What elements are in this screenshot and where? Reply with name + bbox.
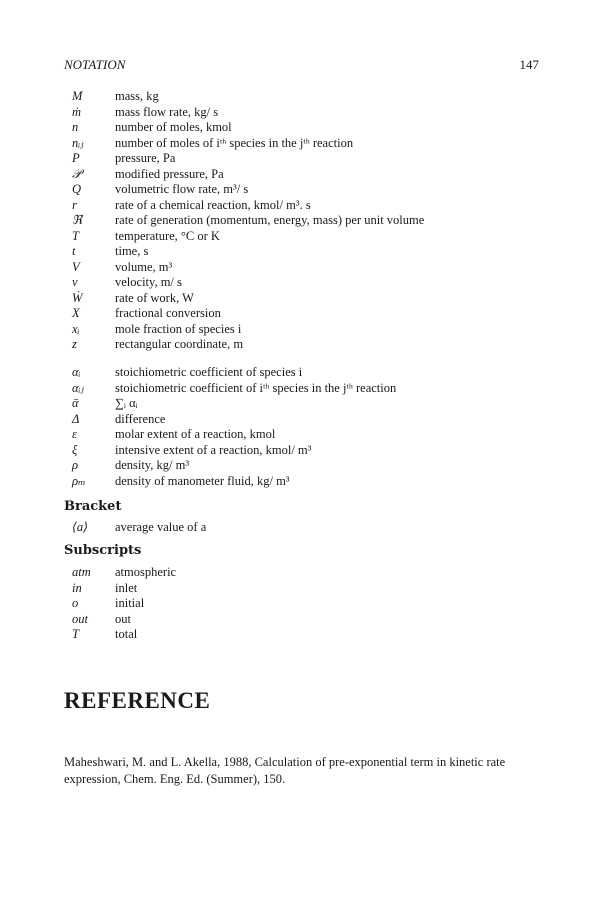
- notation-symbol: ε: [72, 427, 77, 441]
- notation-symbol: n: [72, 120, 79, 134]
- notation-symbol: X: [72, 306, 80, 320]
- notation-symbol: M: [72, 89, 83, 103]
- subscripts-heading: Subscripts: [64, 543, 142, 558]
- notation-symbol: r: [72, 197, 77, 212]
- notation-description: fractional conversion: [115, 306, 221, 320]
- notation-symbol: o: [72, 596, 79, 610]
- notation-description: mole fraction of species i: [115, 321, 242, 336]
- notation-description: stoichiometric coefficient of iᵗʰ species in the jᵗʰ reaction: [115, 380, 397, 395]
- reference-heading: REFERENCE: [64, 688, 211, 713]
- notation-symbol: out: [72, 611, 88, 626]
- notation-description: stoichiometric coefficient of species i: [115, 365, 303, 379]
- notation-symbol: z: [72, 337, 77, 351]
- notation-description: density of manometer fluid, kg/ m³: [115, 473, 290, 488]
- notation-symbol: xᵢ: [72, 321, 80, 336]
- notation-symbol: nᵢⱼ: [72, 135, 84, 150]
- notation-description: out: [115, 611, 131, 626]
- notation-description: time, s: [115, 244, 149, 258]
- notation-description: density, kg/ m³: [115, 458, 190, 472]
- notation-description: difference: [115, 411, 166, 426]
- notation-symbol: in: [72, 580, 82, 595]
- notation-symbol: ℜ: [72, 213, 83, 227]
- notation-description: rate of work, W: [115, 290, 194, 305]
- notation-symbol: αᵢ: [72, 365, 81, 379]
- notation-symbol: V: [72, 259, 80, 274]
- notation-symbol: ξ: [72, 442, 78, 457]
- notation-symbol: αᵢⱼ: [72, 380, 84, 395]
- notation-symbol: Q: [72, 182, 82, 196]
- page-number: 147: [519, 57, 539, 72]
- notation-description: mass flow rate, kg/ s: [115, 104, 219, 119]
- notation-symbol: Ẇ: [72, 290, 83, 305]
- notation-symbol: t: [72, 244, 76, 258]
- notation-symbol: T: [72, 228, 79, 243]
- notation-description: rectangular coordinate, m: [115, 337, 244, 351]
- section-title: NOTATION: [64, 57, 126, 72]
- notation-description: modified pressure, Pa: [115, 166, 224, 181]
- notation-description: mass, kg: [115, 89, 159, 103]
- notation-description: average value of a: [115, 520, 207, 534]
- notation-description: rate of generation (momentum, energy, mass) per unit volume: [115, 213, 425, 227]
- notation-symbol: ρₘ: [72, 473, 86, 488]
- notation-symbol: atm: [72, 565, 91, 579]
- notation-description: total: [115, 627, 138, 641]
- notation-description: inlet: [115, 580, 138, 595]
- notation-symbol: Δ: [72, 411, 80, 426]
- notation-description: rate of a chemical reaction, kmol/ m³. s: [115, 197, 311, 212]
- notation-description: ∑ᵢ αᵢ: [115, 396, 138, 410]
- reference-entry: Maheshwari, M. and L. Akella, 1988, Calculation of pre-exponential term in kinetic rate expression, Chem. Eng. Ed. (Summer), 150.: [64, 755, 506, 786]
- notation-symbol: ᾱ: [72, 396, 79, 410]
- notation-description: atmospheric: [115, 565, 177, 579]
- notation-symbol: ⟨a⟩: [72, 520, 89, 534]
- notation-symbol: T: [72, 627, 79, 641]
- notation-description: molar extent of a reaction, kmol: [115, 427, 276, 441]
- notation-description: intensive extent of a reaction, kmol/ m³: [115, 442, 312, 457]
- notation-description: volumetric flow rate, m³/ s: [115, 182, 249, 196]
- notation-description: number of moles of iᵗʰ species in the jᵗʰ reaction: [115, 135, 354, 150]
- bracket-heading: Bracket: [64, 499, 122, 514]
- notation-description: initial: [115, 596, 145, 610]
- notation-description: temperature, °C or K: [115, 228, 220, 243]
- notation-symbol: P: [72, 151, 80, 165]
- notation-description: volume, m³: [115, 259, 173, 274]
- notation-description: pressure, Pa: [115, 151, 176, 165]
- notation-description: number of moles, kmol: [115, 120, 232, 134]
- notation-description: velocity, m/ s: [115, 275, 182, 289]
- notation-symbol: ρ: [72, 458, 78, 472]
- notation-symbol: ṁ: [72, 104, 82, 119]
- notation-symbol: 𝒫: [72, 166, 82, 181]
- notation-symbol: v: [72, 275, 78, 289]
